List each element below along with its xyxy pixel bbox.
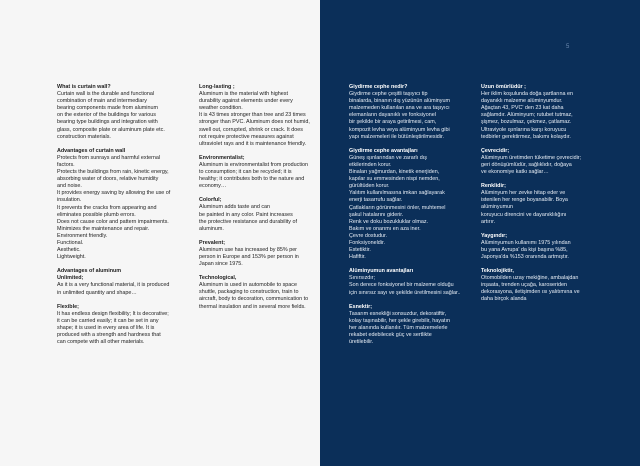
section-gap	[57, 141, 185, 148]
section-heading: Environmentalist;	[199, 154, 245, 161]
section-body: Aluminum is used in automobile to space shuttle, packaging to construction, train to aircraft, body to decoration, communication to thermal insulation and in several more fields.	[199, 282, 309, 310]
section-heading: Alüminyumun avantajları	[349, 268, 414, 275]
section-gap	[481, 261, 601, 268]
section-body: Aluminum use has increased by 85% per person in Europe and 153% per person in Japan since 1975.	[199, 246, 299, 268]
section-body: Güneş ışınlarından ve zararlı dış etkilerinden korur. Binaları yağmurdan, kinetik enerjiden, kapılar su emmesinden nispi nemden, gürültüden korur. Yalıtım kullanılmasına imkan sağlayarak enerji tasarrufu sağlar. Çatlakların görünmesini önler, muhtemel şakul hatalarını giderir. Renk ve doku bozukluklar olmaz. Bakım ve onarımı en aza iner. Çevre dostudur. Fonksiyoneldir. Estetiktir. Hafiftir.	[349, 154, 446, 261]
section-heading: Renklidir;	[481, 183, 506, 190]
section-heading: Giydirme cephe nedir?	[349, 84, 408, 90]
section-heading: Teknolojiktir,	[481, 268, 514, 275]
section-body: Protects from sunrays and harmful external factors. Protects the buildings from rain, kinetic energy, absorbing water of doors, relative humidity and noise. It provides energy saving by allowing the use of insulation. It prevents the cracks from appearing and eliminates possible plumb errors. Does not cause color and pattern impairments. Minimizes the maintenance and repair. Environment friendly. Functional. Aesthetic. Lightweight.	[57, 154, 171, 261]
section-body: Her iklim koşulunda doğa şartlarına en dayanıklı malzeme alüminyumdur. Ağaçtan 43, PVC' den 23 kat daha sağlamdır. Alüminyum; rutubet tutmaz, şişmez, bozulmaz, çekmez, çatlamaz. Ultraviyole ışınlarına karşı koruyucu tedbirler gerektirmez, bakımı kolaydır.	[481, 91, 573, 140]
section-gap	[199, 190, 311, 197]
section-heading: What is curtain wall?	[57, 84, 111, 90]
section-heading: Çevrecidir;	[481, 147, 510, 154]
section-gap	[57, 261, 185, 268]
section-gap	[481, 226, 601, 233]
section-body: Sınırsızdır; Son derece fonksiyonel bir malzeme olduğu için sınırsız sayı ve şekilde üretilmesini sağlar..	[349, 275, 461, 296]
section-heading: Technological,	[199, 275, 237, 282]
turkish-column-2	[481, 84, 601, 304]
section-heading: Yaygındır;	[481, 232, 508, 239]
section-heading: Long-lasting ;	[199, 84, 235, 90]
section-body: Giydirme cephe çeşitli taşıyıcı tip binalarda, binanın dış yüzünün alüminyum malzemeden kullanılan ana ve ara taşıyıcı elemanların dayanıklı ve fonksiyonel bir şekilde bir araya getirilmesi, cam, kompozit levha veya alüminyum levha gibi yapı malzemeleri ile bütünleştirilmesidir.	[349, 91, 450, 140]
section-body: Curtain wall is the durable and functional combination of main and intermediary bearing components made from aluminum on the exterior of the buildings for various bearing type buildings and integration with glass, composite plate or aluminum plate etc. construction materials.	[57, 91, 165, 140]
section-body: Aluminum is the material with highest durability against elements under every weather condition. It is 43 times stronger than tree and 23 times stronger than PVC. Aluminum does not humid, swell out, corrupted, shrink or crack. It does not require protective measures against ultraviolet rays and it is maintenance friendly.	[199, 91, 310, 147]
section-body: Aluminum adds taste and can be painted in any color. Paint increases the protective resistance and durability of aluminum.	[199, 204, 297, 232]
section-gap	[481, 141, 601, 148]
section-gap	[199, 268, 311, 275]
page-number: 5	[566, 44, 570, 50]
english-column-2	[199, 84, 311, 311]
section-body: Alüminyumun kullanımı 1975 yılından bu yana Avrupa' da kişi başına %85, Japonya'da %153 oranında artmıştır.	[481, 239, 571, 260]
section-gap	[199, 148, 311, 155]
section-gap	[349, 261, 473, 268]
section-body: Alüminyum üretimden tüketime çevrecidir; geri dönüşümlüdür, sağlıklıdır, doğaya ve ekonomiye katkı sağlar…	[481, 154, 582, 176]
section-heading: Flexible;	[57, 303, 79, 310]
section-gap	[199, 233, 311, 240]
section-body: Otomobilden uzay mekiğine, ambalajdan inşaata, trenden uçağa, karoseriden dekorasyona, iletişimden ısı yalıtımına ve daha birçok alanda	[481, 275, 580, 303]
section-heading: Prevalent;	[199, 239, 226, 246]
section-body: As it is a very functional material, it is produced in unlimited quantity and shape…	[57, 282, 170, 296]
section-heading: Advantages of curtain wall	[57, 147, 126, 154]
section-body: It has endless design flexibility; It is decorative; it can be carried easily; it can be set in any shape; it is used in every area of life. It is produced with a strength and hardness that can compete with all other materials.	[57, 310, 169, 346]
section-heading: Colorful;	[199, 197, 222, 204]
section-body: Alüminyum her zevke hitap eder ve istenilen her renge boyanabilir. Boya alüminyumun koruyucu direncini ve dayanıklılığını artırır.	[481, 190, 568, 225]
section-heading: Giydirme cephe avantajları	[349, 147, 418, 154]
section-gap	[481, 176, 601, 183]
section-body: Tasarım esnekliği sonsuzdur, dekoratiftir, kolay taşınabilir, her şekle girebilir, hayatın her alanında kullanılır. Tüm malzemelerle rekabet edebilecek güç ve sertlikte üretilebilir.	[349, 310, 450, 346]
section-heading: Advantages of aluminum	[57, 268, 122, 275]
section-heading: Esnektir;	[349, 303, 373, 310]
section-gap	[349, 141, 473, 148]
turkish-column-1	[349, 84, 473, 346]
section-gap	[349, 297, 473, 304]
section-heading: Unlimited;	[57, 275, 84, 282]
section-heading: Uzun ömürlüdür ;	[481, 84, 526, 90]
section-body: Aluminum is environmentalist from production to consumption; it can be recycled; it is healthy; it contributes both to the nature and economy…	[199, 161, 309, 190]
english-column-1	[57, 84, 185, 346]
section-gap	[57, 297, 185, 304]
